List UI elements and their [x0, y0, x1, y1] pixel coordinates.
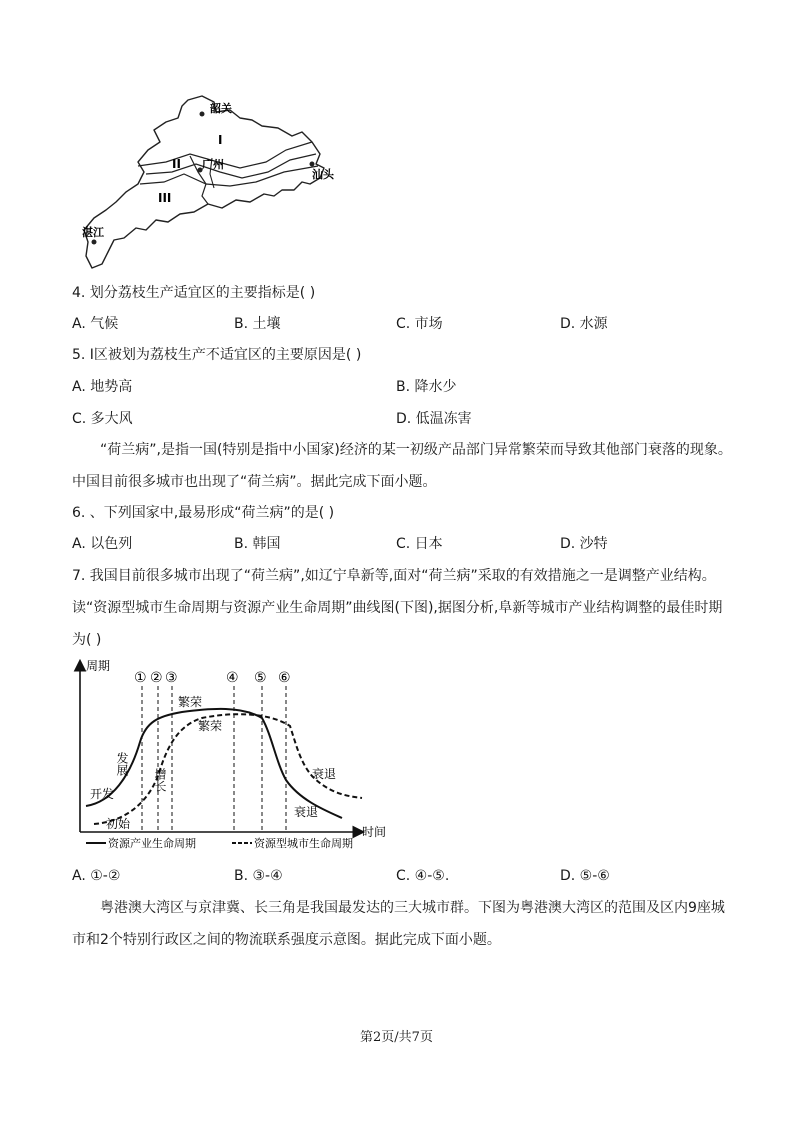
marker-label-4: ④: [226, 670, 239, 686]
q6-option-a[interactable]: A. 以色列: [72, 536, 133, 552]
dashed-stage-prosper: 繁荣: [198, 719, 223, 733]
marker-label-1: ①: [134, 670, 147, 686]
dashed-stage-decline: 衰退: [312, 767, 337, 781]
label-region-2: II: [172, 157, 181, 171]
passage-greater-bay-area: 粤港澳大湾区与京津冀、长三角是我国最发达的三大城市群。下图为粤港澳大湾区的范围及区内9座城市和2个特别行政区之间的物流联系强度示意图。据此完成下面小题。: [72, 900, 725, 948]
city-dot-shantou: [310, 162, 315, 167]
q7-option-d[interactable]: D. ⑤-⑥: [560, 868, 610, 884]
q5-option-c[interactable]: C. 多大风: [72, 411, 133, 427]
y-axis-label: 周期: [86, 659, 111, 673]
q7-stem: 7. 我国目前很多城市出现了“荷兰病”,如辽宁阜新等,面对“荷兰病”采取的有效措施之一是调整产业结构。读“资源型城市生命周期与资源产业生命周期”曲线图(下图),据图分析,阜新等城市产业结构调整的最佳时期为( ): [72, 568, 723, 648]
label-shantou: 汕头: [312, 168, 334, 181]
marker-label-3: ③: [165, 670, 178, 686]
label-region-1: I: [218, 133, 223, 147]
solid-stage-prosper: 繁荣: [178, 695, 203, 709]
q4-option-d[interactable]: D. 水源: [560, 316, 608, 332]
zone-boundary-1: [138, 142, 312, 168]
solid-stage-grow: 发展: [115, 752, 129, 776]
dashed-stage-initial: 初始: [106, 817, 131, 831]
q6-option-b[interactable]: B. 韩国: [234, 536, 281, 552]
passage-dutch-disease: “荷兰病”,是指一国(特别是指中小国家)经济的某一初级产品部门异常繁荣而导致其他部门衰落的现象。中国目前很多城市也出现了“荷兰病”。据此完成下面小题。: [72, 442, 732, 490]
guangdong-region-map: [80, 92, 350, 274]
q7-option-b[interactable]: B. ③-④: [234, 868, 283, 884]
marker-label-2: ②: [150, 670, 163, 686]
q7-option-a[interactable]: A. ①-②: [72, 868, 121, 884]
q5-option-a[interactable]: A. 地势高: [72, 379, 133, 395]
q4-option-a[interactable]: A. 气候: [72, 316, 119, 332]
solid-stage-develop: 开发: [90, 787, 115, 801]
q5-stem: 5. Ⅰ区被划为荔枝生产不适宜区的主要原因是( ): [72, 347, 362, 363]
q4-option-b[interactable]: B. 土壤: [234, 316, 281, 332]
city-dot-zhanjiang: [92, 240, 97, 245]
q6-option-d[interactable]: D. 沙特: [560, 536, 608, 552]
solid-stage-decline: 衰退: [294, 805, 319, 819]
q4-stem: 4. 划分荔枝生产适宜区的主要指标是( ): [72, 285, 316, 301]
x-axis-label: 时间: [362, 825, 387, 839]
zone-boundary-3: [140, 166, 318, 186]
marker-label-6: ⑥: [278, 670, 291, 686]
q6-stem: 6. 、下列国家中,最易形成“荷兰病”的是( ): [72, 505, 335, 521]
legend-dashed-label: 资源型城市生命周期: [254, 837, 353, 850]
page-footer: 第2页/共7页: [360, 1030, 433, 1045]
marker-label-5: ⑤: [254, 670, 267, 686]
legend-solid-label: 资源产业生命周期: [108, 837, 196, 850]
q7-option-c[interactable]: C. ④-⑤.: [396, 868, 450, 884]
city-dot-shaoguan: [200, 112, 205, 117]
label-region-3: III: [158, 191, 172, 205]
lifecycle-chart: [72, 656, 402, 852]
label-zhanjiang: 湛江: [82, 226, 104, 239]
q5-option-d[interactable]: D. 低温冻害: [396, 411, 472, 427]
label-guangzhou: 广州: [202, 158, 224, 171]
q5-option-b[interactable]: B. 降水少: [396, 379, 457, 395]
q6-option-c[interactable]: C. 日本: [396, 536, 443, 552]
label-shaoguan: 韶关: [210, 102, 232, 115]
q4-option-c[interactable]: C. 市场: [396, 316, 443, 332]
dashed-stage-growth: 增长: [153, 768, 167, 792]
